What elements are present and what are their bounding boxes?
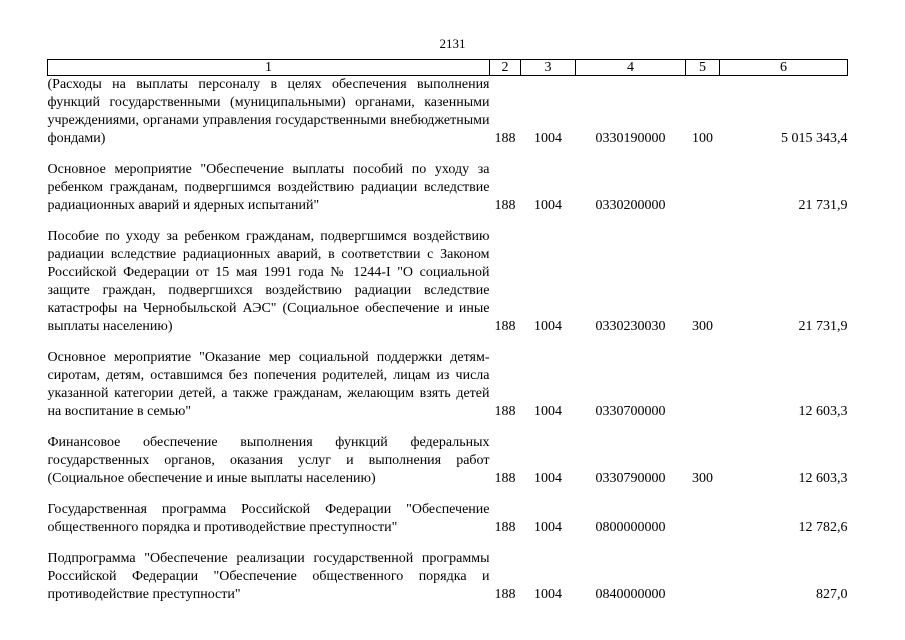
row-col-5 xyxy=(686,550,720,604)
table-row xyxy=(48,76,848,149)
row-col-5: 300 xyxy=(692,319,713,334)
header-col-5: 5 xyxy=(686,60,720,76)
row-col-5 xyxy=(686,501,720,537)
row-col-3: 1004 xyxy=(534,198,562,213)
row-col-3: 1004 xyxy=(534,520,562,535)
row-col-3: 1004 xyxy=(534,404,562,419)
row-col-2: 188 xyxy=(494,404,516,419)
table-row xyxy=(48,228,848,336)
row-col-4: 0330790000 xyxy=(595,471,666,486)
row-col-3: 1004 xyxy=(534,319,562,334)
row-col-5 xyxy=(686,349,720,421)
row-col-2: 188 xyxy=(494,131,516,146)
row-description: Основное мероприятие "Оказание мер социальной поддержки детям-сиротам, детям, оставшимся без попечения родителей, лицам из числа указанной категории детей, а также гражданам, желающим взять детей на воспитание в семью" xyxy=(47,350,490,419)
row-description: (Расходы на выплаты персоналу в целях обеспечения выполнения функций государственными (муниципальными) органами, казенными учреждениями, органами управления государственными внебюджетными фондами) xyxy=(47,77,490,146)
row-col-4: 0330700000 xyxy=(595,404,666,419)
row-description: Государственная программа Российской Федерации "Обеспечение общественного порядка и противодействие преступности" xyxy=(47,502,490,535)
row-col-6: 21 731,9 xyxy=(798,198,848,213)
row-col-4: 0840000000 xyxy=(595,587,666,602)
row-col-5: 300 xyxy=(692,471,713,486)
row-col-6: 12 603,3 xyxy=(798,404,848,419)
row-description: Подпрограмма "Обеспечение реализации государственной программы Российской Федерации "Обеспечение общественного порядка и противодействие преступности" xyxy=(47,551,490,602)
header-col-3: 3 xyxy=(521,60,576,76)
row-col-6: 827,0 xyxy=(816,587,848,602)
table-row xyxy=(48,161,848,215)
row-col-3: 1004 xyxy=(534,471,562,486)
table-row xyxy=(48,550,848,604)
table-row xyxy=(48,501,848,537)
row-col-4: 0330230030 xyxy=(595,319,666,334)
row-col-4: 0330190000 xyxy=(595,131,666,146)
row-col-5 xyxy=(686,161,720,215)
row-col-6: 21 731,9 xyxy=(798,319,848,334)
header-col-6: 6 xyxy=(720,60,848,76)
table-row xyxy=(48,434,848,488)
header-col-1: 1 xyxy=(48,60,490,76)
header-row xyxy=(48,60,848,76)
row-description: Основное мероприятие "Обеспечение выплаты пособий по уходу за ребенком гражданам, подвергшимся воздействию радиации вследствие радиационных аварий и ядерных испытаний" xyxy=(47,162,490,213)
row-col-2: 188 xyxy=(494,319,516,334)
row-col-2: 188 xyxy=(494,520,516,535)
row-col-4: 0330200000 xyxy=(595,198,666,213)
row-col-2: 188 xyxy=(494,471,516,486)
page-number: 2131 xyxy=(439,36,466,51)
row-col-3: 1004 xyxy=(534,587,562,602)
header-col-2: 2 xyxy=(490,60,521,76)
row-col-6: 5 015 343,4 xyxy=(781,131,848,146)
row-col-6: 12 782,6 xyxy=(798,520,848,535)
header-col-4: 4 xyxy=(576,60,686,76)
row-col-2: 188 xyxy=(494,587,516,602)
table-row xyxy=(48,349,848,421)
row-col-6: 12 603,3 xyxy=(798,471,848,486)
row-col-4: 0800000000 xyxy=(595,520,666,535)
row-description: Финансовое обеспечение выполнения функций федеральных государственных органов, оказания услуг и выполнения работ (Социальное обеспечение и иные выплаты населению) xyxy=(47,435,490,486)
row-col-2: 188 xyxy=(494,198,516,213)
row-description: Пособие по уходу за ребенком гражданам, подвергшимся воздействию радиации вследствие радиационных аварий, в соответствии с Законом Российской Федерации от 15 мая 1991 года № 1244-I "О социальной защите граждан, подвергшихся воздействию радиации вследствие катастрофы на Чернобыльской АЭС" (Социальное обеспечение и иные выплаты населению) xyxy=(47,229,490,334)
row-col-3: 1004 xyxy=(534,131,562,146)
budget-table xyxy=(47,59,848,604)
row-col-5: 100 xyxy=(692,131,713,146)
